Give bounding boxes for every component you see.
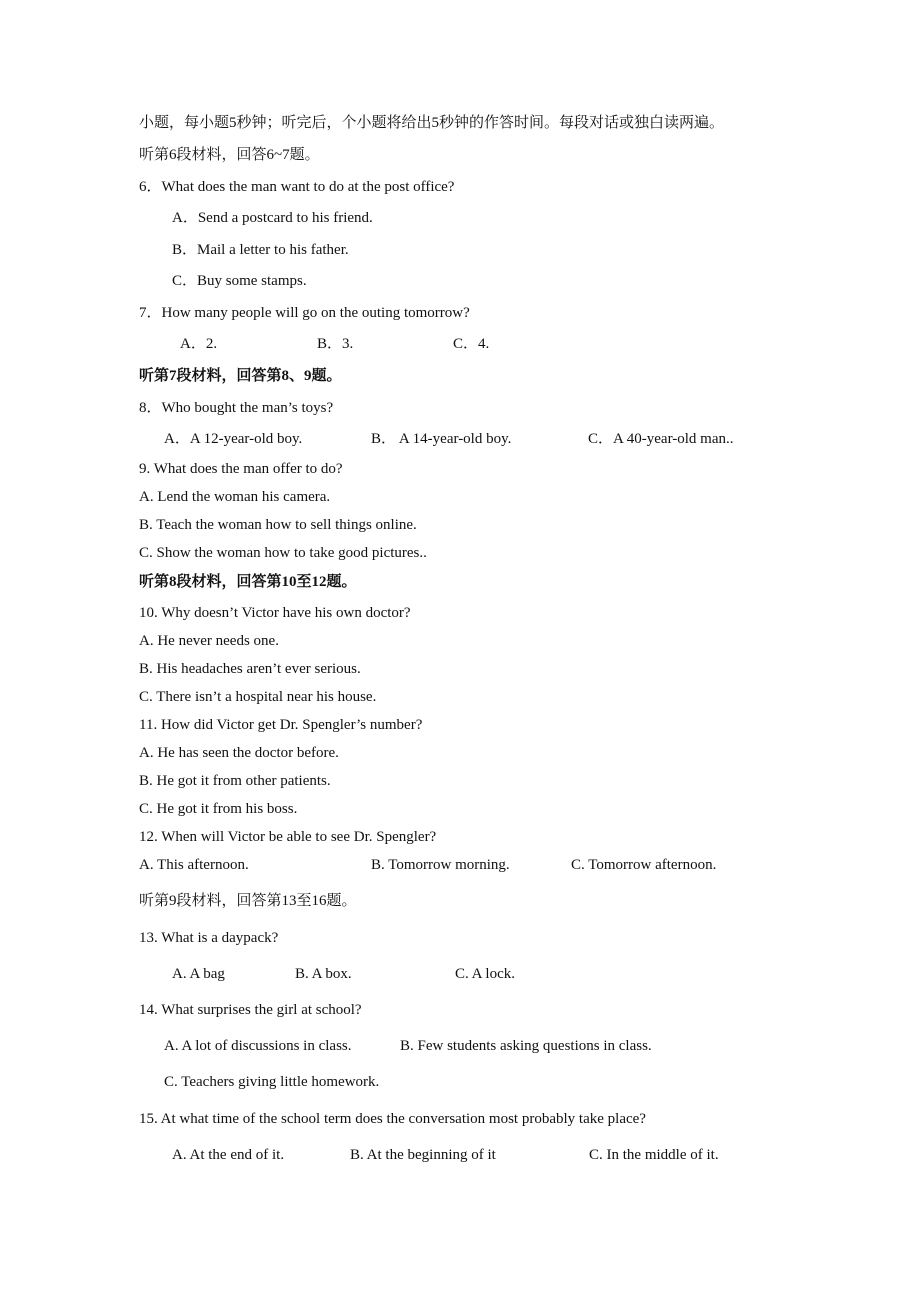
question-12-stem: 12. When will Victor be able to see Dr. Spengler? [139, 829, 437, 845]
question-8-option-c: C．A 40-year-old man.. [588, 431, 734, 447]
question-7-stem: 7．How many people will go on the outing tomorrow? [139, 305, 470, 321]
question-9-option-a: A. Lend the woman his camera. [139, 489, 331, 505]
question-14-option-b: B. Few students asking questions in class. [400, 1038, 652, 1054]
question-13-stem: 13. What is a daypack? [139, 930, 279, 946]
question-10-option-b: B. His headaches aren’t ever serious. [139, 661, 361, 677]
question-7-option-c: C．4. [453, 336, 490, 352]
question-8-option-a: A．A 12-year-old boy. [164, 431, 303, 447]
section-6-heading: 听第6段材料，回答6~7题。 [139, 147, 320, 163]
question-8-option-b: B． A 14-year-old boy. [371, 431, 512, 447]
question-10-option-c: C. There isn’t a hospital near his house. [139, 689, 377, 705]
question-12-option-c: C. Tomorrow afternoon. [571, 857, 717, 873]
question-11-option-b: B. He got it from other patients. [139, 773, 331, 789]
question-10-stem: 10. Why doesn’t Victor have his own doctor? [139, 605, 411, 621]
question-11-option-a: A. He has seen the doctor before. [139, 745, 339, 761]
section-7-heading: 听第7段材料，回答第8、9题。 [139, 368, 342, 384]
question-7-option-b: B．3. [317, 336, 354, 352]
question-15-option-a: A. At the end of it. [172, 1147, 285, 1163]
question-9-option-c: C. Show the woman how to take good pictures.. [139, 545, 427, 561]
section-9-heading: 听第9段材料，回答第13至16题。 [139, 893, 357, 909]
question-9-stem: 9. What does the man offer to do? [139, 461, 343, 477]
question-13-option-b: B. A box. [295, 966, 352, 982]
question-12-option-b: B. Tomorrow morning. [371, 857, 510, 873]
question-10-option-a: A. He never needs one. [139, 633, 279, 649]
question-6-stem: 6．What does the man want to do at the post office? [139, 179, 455, 195]
section-8-heading: 听第8段材料，回答第10至12题。 [139, 574, 357, 590]
question-15-stem: 15. At what time of the school term does the conversation most probably take place? [139, 1111, 646, 1127]
question-11-stem: 11. How did Victor get Dr. Spengler’s number? [139, 717, 423, 733]
question-6-option-c: C．Buy some stamps. [172, 273, 307, 289]
question-9-option-b: B. Teach the woman how to sell things online. [139, 517, 417, 533]
question-14-option-c: C. Teachers giving little homework. [164, 1074, 380, 1090]
question-6-option-a: A．Send a postcard to his friend. [172, 210, 373, 226]
instructions-text: 小题，每小题5秒钟；听完后，个小题将给出5秒钟的作答时间。每段对话或独白读两遍。 [139, 115, 725, 131]
question-12-option-a: A. This afternoon. [139, 857, 249, 873]
question-14-stem: 14. What surprises the girl at school? [139, 1002, 362, 1018]
question-7-option-a: A．2. [180, 336, 218, 352]
question-6-option-b: B．Mail a letter to his father. [172, 242, 349, 258]
question-15-option-c: C. In the middle of it. [589, 1147, 719, 1163]
question-14-option-a: A. A lot of discussions in class. [164, 1038, 352, 1054]
question-13-option-a: A. A bag [172, 966, 225, 982]
question-11-option-c: C. He got it from his boss. [139, 801, 298, 817]
question-15-option-b: B. At the beginning of it [350, 1147, 496, 1163]
question-13-option-c: C. A lock. [455, 966, 516, 982]
question-8-stem: 8．Who bought the man’s toys? [139, 400, 334, 416]
